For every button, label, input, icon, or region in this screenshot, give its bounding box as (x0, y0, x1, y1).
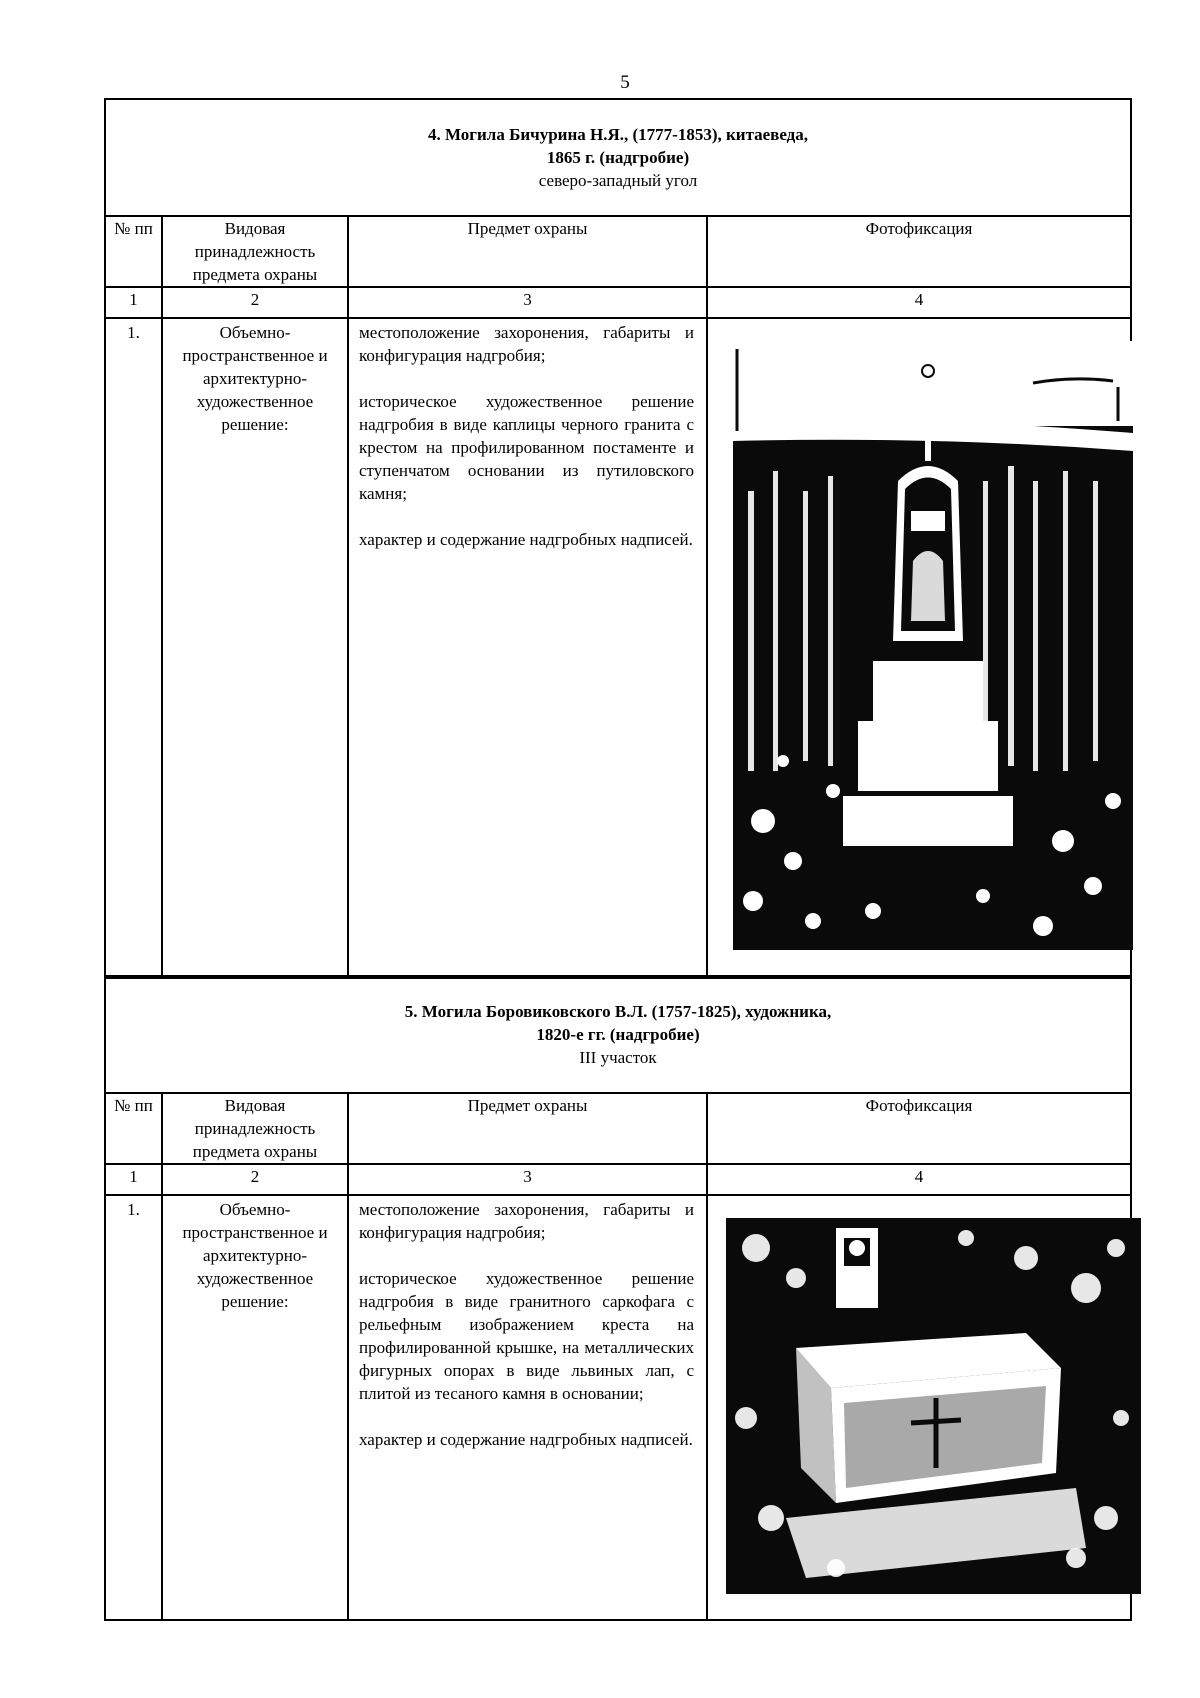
subject-paragraph: историческое художественное решение надгробия в виде каплицы черного гранита с крестом на профилированном постаменте и ступенчатом основании из путиловского камня; (359, 392, 694, 503)
header-type: Видовая принадлежность предмета охраны (162, 216, 348, 287)
column-number: 3 (348, 1164, 707, 1195)
subject-paragraph: местоположение захоронения, габариты и конфигурация надгробия; (359, 323, 694, 365)
header-type: Видовая принадлежность предмета охраны (162, 1093, 348, 1164)
protection-subject (348, 1195, 707, 1620)
sarcophagus-photo (726, 1218, 1141, 1594)
subject-paragraph: историческое художественное решение надгробия в виде гранитного саркофага с рельефным изображением креста на профилированной крышке, на металлических фигурных опорах в виде львиных лап, с плитой из тесаного камня в основании; (359, 1269, 694, 1403)
column-number: 2 (162, 287, 348, 318)
column-number: 1 (105, 1164, 162, 1195)
column-number: 4 (707, 1164, 1131, 1195)
section-location: III участок (579, 1048, 657, 1067)
photo-cell (707, 1195, 1131, 1620)
section-table-4 (104, 98, 1132, 979)
section-title: 4. Могила Бичурина Н.Я., (1777-1853), китаеведа, (427, 125, 809, 144)
column-number: 4 (707, 287, 1131, 318)
row-number: 1. (105, 318, 162, 978)
section-date: 1865 г. (надгробие) (546, 148, 690, 167)
section-date: 1820-е гг. (надгробие) (536, 1025, 700, 1044)
column-number: 2 (162, 1164, 348, 1195)
header-photo: Фотофиксация (707, 1093, 1131, 1164)
row-type: Объемно-пространственное и архитектурно-художественное решение: (162, 318, 348, 978)
header-photo: Фотофиксация (707, 216, 1131, 287)
chapel-tombstone-image (733, 341, 1133, 950)
column-number: 3 (348, 287, 707, 318)
header-subject: Предмет охраны (348, 216, 707, 287)
photo-cell (707, 318, 1131, 978)
section-table-5 (104, 975, 1132, 1621)
sarcophagus-image (726, 1218, 1141, 1594)
header-num: № пп (105, 1093, 162, 1164)
header-num: № пп (105, 216, 162, 287)
row-type: Объемно-пространственное и архитектурно-художественное решение: (162, 1195, 348, 1620)
subject-paragraph: характер и содержание надгробных надписей. (359, 530, 693, 549)
subject-paragraph: местоположение захоронения, габариты и конфигурация надгробия; (359, 1200, 694, 1242)
page-number: 5 (620, 72, 630, 93)
section-title-cell (105, 976, 1131, 1093)
section-title: 5. Могила Боровиковского В.Л. (1757-1825), художника, (404, 1002, 832, 1021)
tombstone-photo (733, 341, 1133, 950)
column-number: 1 (105, 287, 162, 318)
header-subject: Предмет охраны (348, 1093, 707, 1164)
subject-paragraph: характер и содержание надгробных надписей. (359, 1430, 693, 1449)
section-title-cell (105, 99, 1131, 216)
row-number: 1. (105, 1195, 162, 1620)
section-location: северо-западный угол (538, 171, 698, 190)
protection-subject (348, 318, 707, 978)
